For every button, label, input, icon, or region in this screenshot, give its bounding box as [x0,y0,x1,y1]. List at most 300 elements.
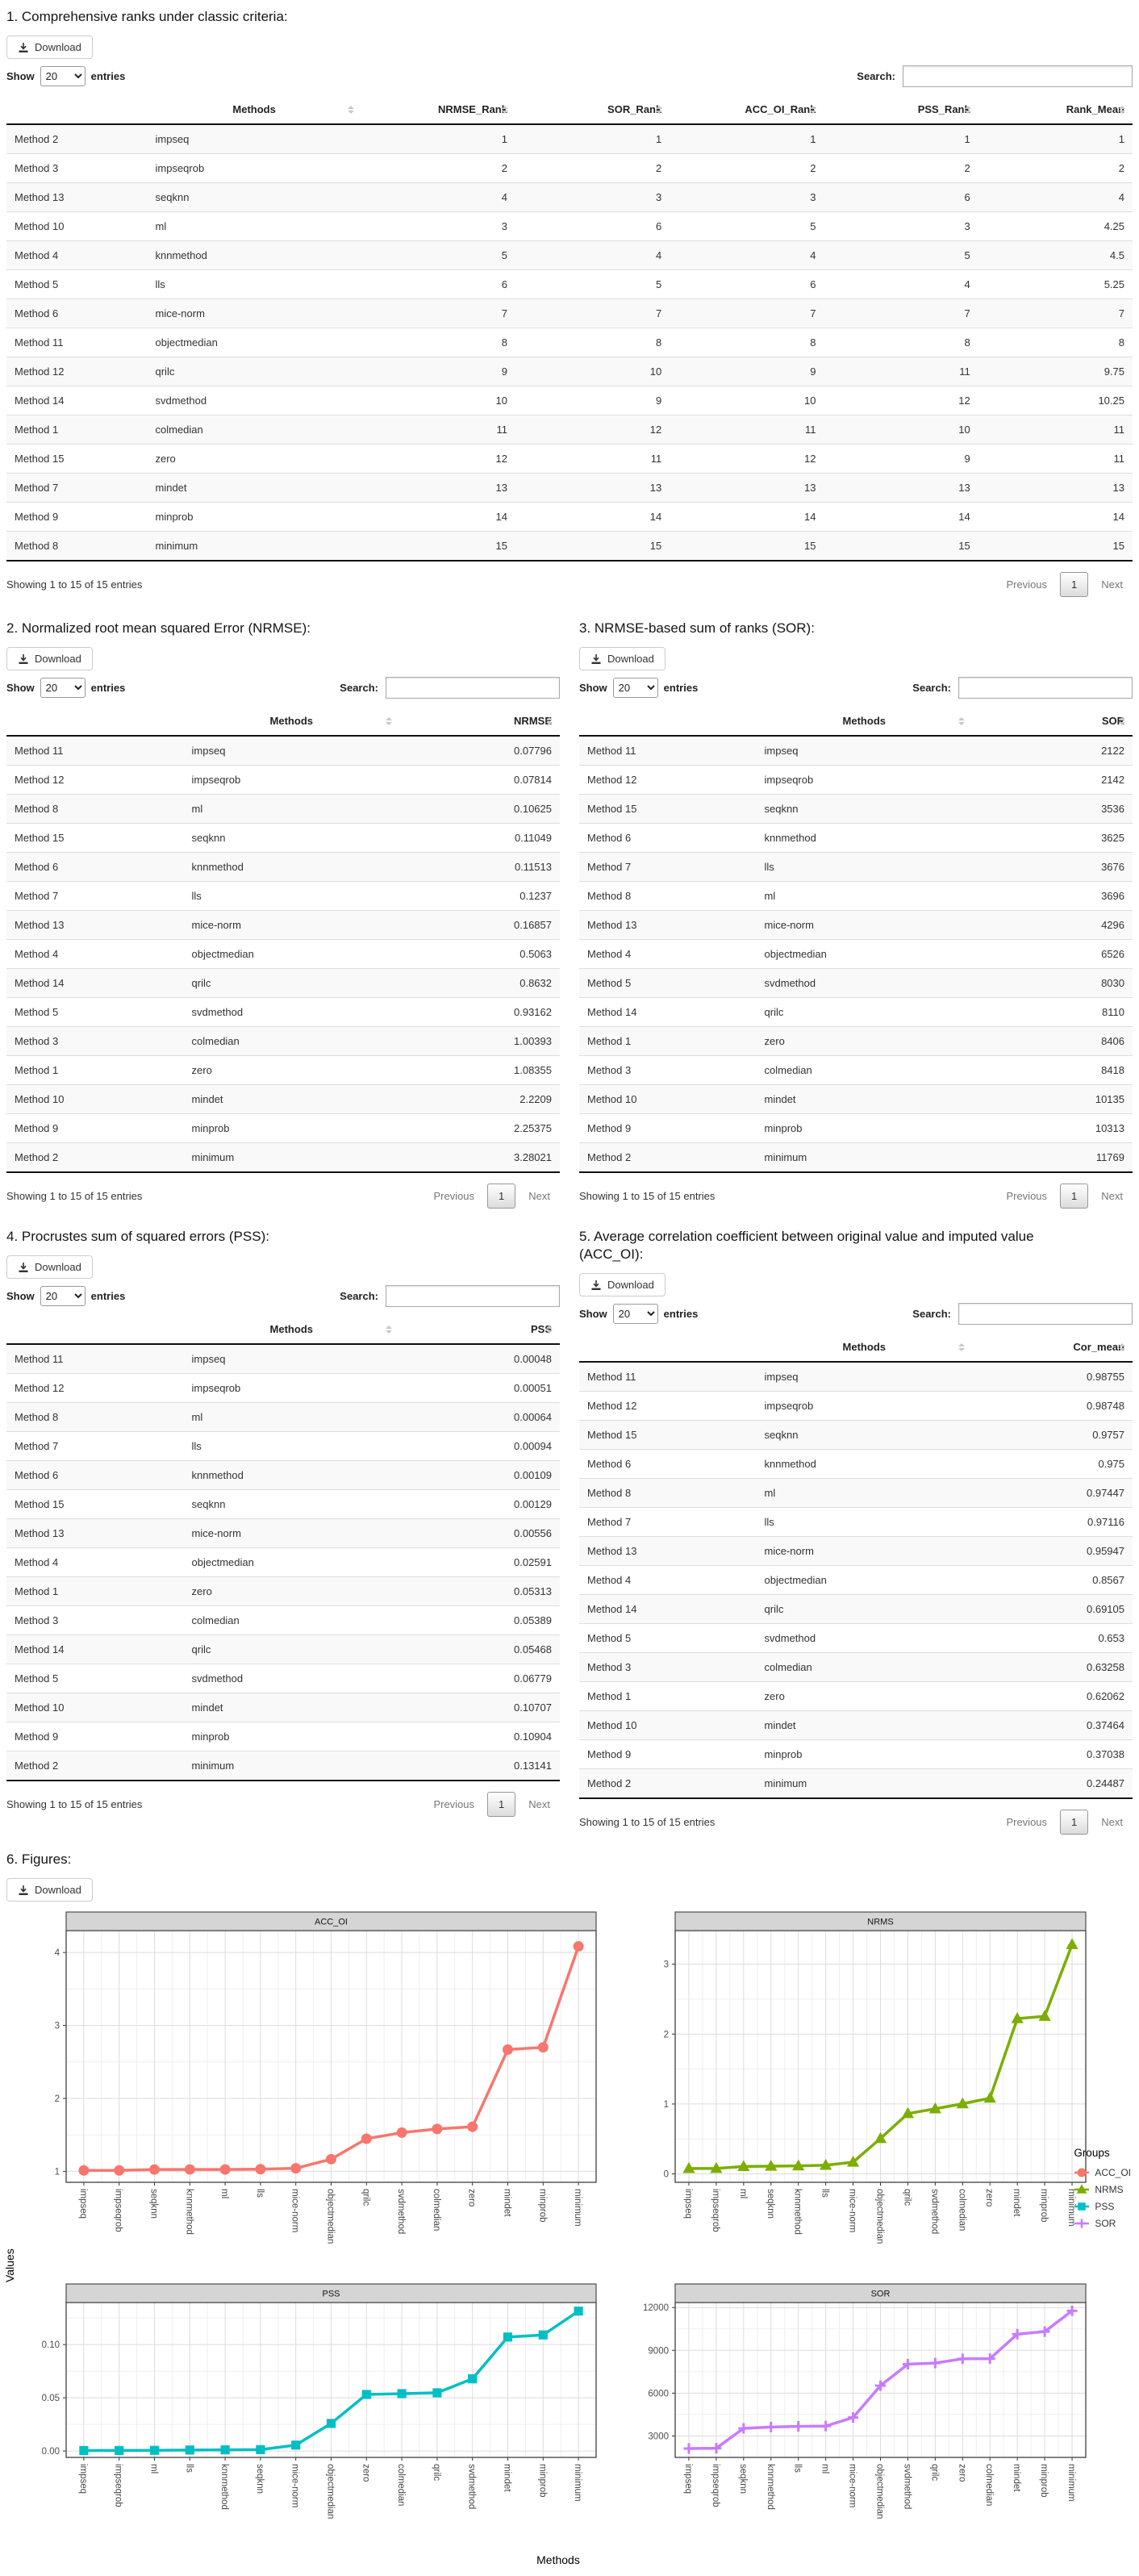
column-header-cor_mean[interactable]: Cor_mean [972,1333,1133,1362]
column-header-rank_mean[interactable]: Rank_Mean [978,95,1133,124]
table-cell: 9 [515,386,670,415]
table-row [6,1143,560,1173]
table-cell: 7 [361,299,515,328]
table-cell: Method 8 [579,1479,757,1508]
show-label: Show [6,682,35,695]
table-cell: Method 3 [6,1606,184,1635]
download-icon [18,1885,29,1896]
svg-text:objectmedian: objectmedian [325,2189,336,2244]
table-row [579,969,1133,998]
rownames-column-header [6,1315,184,1344]
sort-icon [546,1326,553,1334]
svg-text:mice-norm: mice-norm [847,2464,857,2508]
table-cell: 7 [515,299,670,328]
table-info: Showing 1 to 15 of 15 entries [6,578,143,591]
table-cell: seqknn [757,795,973,824]
table-cell: 3676 [972,853,1133,882]
table-cell: 0.9757 [972,1421,1133,1450]
table-cell: 0.69105 [972,1595,1133,1624]
svg-text:impseqrob: impseqrob [113,2189,123,2233]
sort-icon [348,106,354,114]
table-cell: 0.95947 [972,1537,1133,1566]
column-header-nrmse[interactable]: NRMSE [399,707,560,736]
rownames-column-header [6,707,184,736]
entries-label: entries [663,1308,699,1321]
table-cell: Method 15 [579,795,757,824]
table-cell: 3 [824,212,978,241]
page-1-button[interactable]: 1 [1060,1184,1088,1209]
table-row [579,1653,1133,1682]
page-1-button[interactable]: 1 [1060,1810,1088,1835]
table-cell: 13 [978,474,1133,503]
table-cell: impseq [757,736,973,766]
table-cell: knnmethod [757,824,973,853]
table-cell: Method 15 [6,1490,184,1519]
table-row [6,154,1133,183]
table-row [6,1403,560,1432]
table-row [579,736,1133,766]
table-cell: lls [757,853,973,882]
table-cell: Method 13 [579,911,757,940]
table-cell: minprob [757,1740,973,1769]
table-cell: 0.11049 [399,824,560,853]
svg-text:impseq: impseq [682,2189,693,2219]
sort-icon [958,717,965,725]
table-cell: 15 [978,532,1133,562]
svg-text:svdmethod: svdmethod [466,2464,477,2510]
next-page-button[interactable]: Next [1101,1816,1123,1829]
table-cell: 8418 [972,1056,1133,1085]
svg-text:PSS: PSS [322,2289,340,2299]
column-header-acc_oi_rank[interactable]: ACC_OI_Rank [670,95,824,124]
table-cell: qrilc [184,1635,400,1664]
svg-text:9000: 9000 [648,2346,669,2357]
table-cell: 0.00064 [399,1403,560,1432]
table-cell: Method 8 [579,882,757,911]
next-page-button[interactable]: Next [1101,1190,1123,1203]
search-input[interactable] [386,1285,560,1307]
table-cell: 11769 [972,1143,1133,1173]
table-cell: minimum [757,1769,973,1799]
download-button[interactable] [579,647,665,670]
table-cell: 3 [670,183,824,212]
table-cell: lls [148,270,361,299]
table-cell: Method 13 [6,1519,184,1548]
table-cell: 8 [515,328,670,357]
table-cell: 7 [978,299,1133,328]
svg-text:0.05: 0.05 [41,2394,60,2404]
table-cell: colmedian [148,415,361,445]
table-cell: Method 3 [579,1056,757,1085]
table-row [579,1508,1133,1537]
search-input[interactable] [903,65,1133,87]
search-input[interactable] [386,677,560,699]
table-row [6,386,1133,415]
previous-page-button[interactable]: Previous [433,1190,475,1203]
column-header-methods[interactable]: Methods [184,1315,400,1344]
table-cell: 3536 [972,795,1133,824]
table-row [579,1624,1133,1653]
svg-text:minimum: minimum [573,2464,583,2503]
svg-text:seqknn: seqknn [254,2464,265,2495]
table-row [579,1143,1133,1173]
table-cell: 8030 [972,969,1133,998]
table-cell: Method 3 [6,154,148,183]
table-cell: zero [148,445,361,474]
svg-text:lls: lls [792,2464,803,2474]
figure-panel-pss [29,2283,598,2552]
svg-text:mindet: mindet [502,2464,512,2492]
table-cell: lls [184,882,400,911]
table-row [6,1722,560,1751]
svg-text:6000: 6000 [648,2389,669,2399]
table-cell: impseq [148,124,361,154]
previous-page-button[interactable]: Previous [1006,1816,1048,1829]
table-cell: 0.10904 [399,1722,560,1751]
table-info: Showing 1 to 15 of 15 entries [6,1190,143,1203]
table-cell: colmedian [184,1606,400,1635]
table-cell: 0.00109 [399,1461,560,1490]
table-row [6,415,1133,445]
table-cell: 11 [978,445,1133,474]
table-cell: 8 [670,328,824,357]
page-length-select[interactable] [40,1286,86,1306]
table-cell: 0.97447 [972,1479,1133,1508]
table-row [6,241,1133,270]
table-cell: Method 7 [6,474,148,503]
search-input[interactable] [958,1303,1133,1325]
table-row [6,357,1133,386]
column-header-methods[interactable]: Methods [184,707,400,736]
table-cell: 0.63258 [972,1653,1133,1682]
download-label: Download [607,653,654,666]
table-cell: impseqrob [184,1374,400,1403]
table-row [6,1693,560,1722]
table-cell: 5 [515,270,670,299]
table-row [579,911,1133,940]
table-cell: 4.5 [978,241,1133,270]
svg-text:knnmethod: knnmethod [765,2464,775,2511]
table-cell: 15 [361,532,515,562]
table-cell: impseqrob [757,1392,973,1421]
table-cell: Method 5 [6,270,148,299]
table-cell: 12 [361,445,515,474]
table-cell: Method 15 [6,824,184,853]
table-cell: 3.28021 [399,1143,560,1173]
column-header-methods[interactable]: Methods [148,95,361,124]
table-cell: seqknn [148,183,361,212]
table-cell: 13 [515,474,670,503]
figure-panel-sor [638,2283,1087,2552]
table-cell: 14 [978,503,1133,532]
table-row [6,853,560,882]
svg-text:zero: zero [361,2464,371,2482]
sort-icon [656,106,662,114]
table-cell: 6 [824,183,978,212]
table-cell: Method 9 [6,503,148,532]
sort-icon [958,1343,965,1351]
table-cell: Method 9 [579,1114,757,1143]
table-row [6,1606,560,1635]
previous-page-button[interactable]: Previous [1006,578,1048,591]
svg-text:3: 3 [663,1960,669,1971]
table-cell: qrilc [757,998,973,1027]
show-label: Show [579,682,607,695]
svg-text:mindet: mindet [502,2189,512,2217]
column-header-pss[interactable]: PSS [399,1315,560,1344]
column-header-nrmse_rank[interactable]: NRMSE_Rank [361,95,515,124]
table-cell: 0.98755 [972,1362,1133,1392]
previous-page-button[interactable]: Previous [433,1798,475,1811]
table-cell: 0.11513 [399,853,560,882]
table-cell: 11 [670,415,824,445]
table-cell: objectmedian [184,940,400,969]
table-cell: 11 [978,415,1133,445]
table-row [6,1548,560,1577]
svg-text:minprob: minprob [1039,2189,1049,2223]
table-cell: 6 [361,270,515,299]
table-cell: Method 11 [6,736,184,766]
table-cell: 0.37464 [972,1711,1133,1740]
table-cell: 0.00094 [399,1432,560,1461]
table-cell: 8 [824,328,978,357]
section-figures [3,1851,1133,2567]
svg-text:1: 1 [54,2167,60,2177]
page-1-button[interactable]: 1 [1060,572,1088,597]
legend-title: Groups [1074,2147,1110,2160]
table-cell: Method 10 [579,1711,757,1740]
next-page-button[interactable]: Next [528,1190,550,1203]
table-cell: minprob [757,1114,973,1143]
table-cell: svdmethod [148,386,361,415]
table-cell: zero [184,1577,400,1606]
svg-text:colmedian: colmedian [431,2189,441,2232]
table-cell: 15 [515,532,670,562]
table-row [579,1740,1133,1769]
search-label: Search: [912,682,951,695]
table-cell: 2 [824,154,978,183]
table-row [579,795,1133,824]
table-cell: Method 2 [6,1143,184,1173]
table-cell: knnmethod [757,1450,973,1479]
svg-text:12000: 12000 [643,2303,669,2314]
entries-label: entries [663,682,699,695]
svg-text:lls: lls [184,2464,194,2474]
table-cell: mice-norm [757,911,973,940]
svg-text:4: 4 [54,1948,60,1959]
page-length-select[interactable] [613,1304,658,1324]
table-row [6,1085,560,1114]
svg-text:objectmedian: objectmedian [325,2464,336,2520]
svg-text:mice-norm: mice-norm [290,2464,300,2508]
legend-item-acc_oi: ACC_OI [1074,2165,1131,2180]
table-row [579,940,1133,969]
table-cell: 15 [824,532,978,562]
show-entries-control [579,1304,698,1324]
show-entries-control [6,1286,125,1306]
svg-text:objectmedian: objectmedian [874,2189,885,2244]
table-cell: 6 [670,270,824,299]
search-control [340,1285,560,1307]
table-cell: minimum [184,1751,400,1781]
table-cell: 10.25 [978,386,1133,415]
svg-text:objectmedian: objectmedian [874,2464,885,2520]
column-header-pss_rank[interactable]: PSS_Rank [824,95,978,124]
table-cell: impseq [757,1362,973,1392]
table-row [6,183,1133,212]
svg-text:svdmethod: svdmethod [902,2464,912,2510]
section-title: 3. NRMSE-based sum of ranks (SOR): [579,620,815,637]
table-cell: seqknn [184,824,400,853]
ranks-table [6,95,1133,562]
table-cell: 0.24487 [972,1769,1133,1799]
download-button[interactable] [6,647,93,670]
pagination [423,1792,560,1817]
table-row [579,998,1133,1027]
svg-text:ml: ml [820,2464,830,2474]
pagination [996,572,1133,597]
download-label: Download [35,41,81,54]
table-cell: Method 1 [579,1682,757,1711]
table-cell: 9 [824,445,978,474]
table-cell: zero [757,1682,973,1711]
table-row [6,299,1133,328]
svg-text:seqknn: seqknn [765,2189,775,2219]
svg-text:colmedian: colmedian [396,2464,407,2507]
download-button[interactable] [579,1273,665,1296]
page-1-button[interactable]: 1 [487,1792,515,1817]
page-length-select[interactable] [613,678,658,698]
table-cell: 7 [824,299,978,328]
svg-text:minimum: minimum [573,2189,583,2227]
search-control [912,677,1133,699]
table-cell: 8406 [972,1027,1133,1056]
table-cell: impseq [184,1344,400,1374]
figure-legend [1074,2147,1131,2233]
entries-label: entries [90,70,126,83]
page-length-select[interactable] [40,678,86,698]
table-row [6,328,1133,357]
show-label: Show [6,1290,35,1303]
table-row [6,940,560,969]
svg-text:NRMS: NRMS [867,1917,894,1927]
sort-icon [546,717,553,725]
table-cell: 4 [361,183,515,212]
download-button[interactable] [6,1878,93,1902]
table-cell: 2.25375 [399,1114,560,1143]
table-cell: lls [757,1508,973,1537]
table-row [6,1664,560,1693]
table-cell: 9 [361,357,515,386]
previous-page-button[interactable]: Previous [1006,1190,1048,1203]
table-cell: 5 [824,241,978,270]
section-title: 6. Figures: [6,1852,72,1868]
svg-text:knnmethod: knnmethod [184,2189,194,2236]
page-length-select[interactable] [40,66,86,86]
table-row [6,824,560,853]
search-input[interactable] [958,677,1133,699]
table-cell: mice-norm [148,299,361,328]
table-cell: 12 [515,415,670,445]
table-cell: 0.37038 [972,1740,1133,1769]
svg-text:minimum: minimum [1066,2464,1077,2503]
table-cell: 2 [361,154,515,183]
table-row [579,1711,1133,1740]
table-cell: 3625 [972,824,1133,853]
table-cell: Method 9 [6,1722,184,1751]
table-cell: Method 2 [6,124,148,154]
entries-label: entries [90,1290,126,1303]
download-button[interactable] [6,1255,93,1279]
legend-item-pss: PSS [1074,2199,1131,2214]
table-row [579,1479,1133,1508]
table-cell: Method 4 [6,940,184,969]
sort-icon [965,106,971,114]
download-button[interactable] [6,35,93,59]
table-cell: 3 [361,212,515,241]
table-row [579,1056,1133,1085]
table-cell: 10313 [972,1114,1133,1143]
chart-acc_oi [29,1911,598,2268]
table-cell: 14 [670,503,824,532]
table-cell: 0.97116 [972,1508,1133,1537]
svg-text:impseq: impseq [682,2464,693,2495]
download-label: Download [607,1279,654,1292]
table-row [6,1751,560,1781]
table-cell: mindet [148,474,361,503]
table-cell: Method 12 [6,357,148,386]
chart-sor [638,2283,1087,2549]
column-header-sor[interactable]: SOR [972,707,1133,736]
sort-icon [1119,717,1125,725]
page-1-button[interactable]: 1 [487,1184,515,1209]
rownames-column-header [6,95,148,124]
next-page-button[interactable]: Next [528,1798,550,1811]
next-page-button[interactable]: Next [1101,578,1123,591]
table-row [579,1362,1133,1392]
table-cell: 8110 [972,998,1133,1027]
table-cell: Method 7 [579,1508,757,1537]
download-icon [590,1280,602,1291]
table-row [6,1519,560,1548]
table-row [6,1490,560,1519]
table-cell: 0.16857 [399,911,560,940]
table-cell: 3 [515,183,670,212]
column-header-methods[interactable]: Methods [757,1333,973,1362]
table-cell: Method 11 [6,328,148,357]
table-cell: 13 [361,474,515,503]
svg-text:qrilc: qrilc [361,2189,371,2207]
svg-text:3: 3 [54,2022,60,2032]
table-cell: Method 11 [579,736,757,766]
table-row [6,1344,560,1374]
table-cell: 0.93162 [399,998,560,1027]
svg-text:minimum: minimum [1066,2189,1077,2227]
table-cell: Method 4 [579,940,757,969]
table-info: Showing 1 to 15 of 15 entries [579,1816,716,1829]
table-cell: objectmedian [184,1548,400,1577]
table-cell: 4 [670,241,824,270]
column-header-sor_rank[interactable]: SOR_Rank [515,95,670,124]
table-cell: objectmedian [148,328,361,357]
table-cell: 0.00048 [399,1344,560,1374]
table-cell: 5.25 [978,270,1133,299]
table-row [579,1027,1133,1056]
table-row [6,1056,560,1085]
table-cell: Method 10 [6,1085,184,1114]
column-header-methods[interactable]: Methods [757,707,973,736]
table-cell: ml [757,1479,973,1508]
